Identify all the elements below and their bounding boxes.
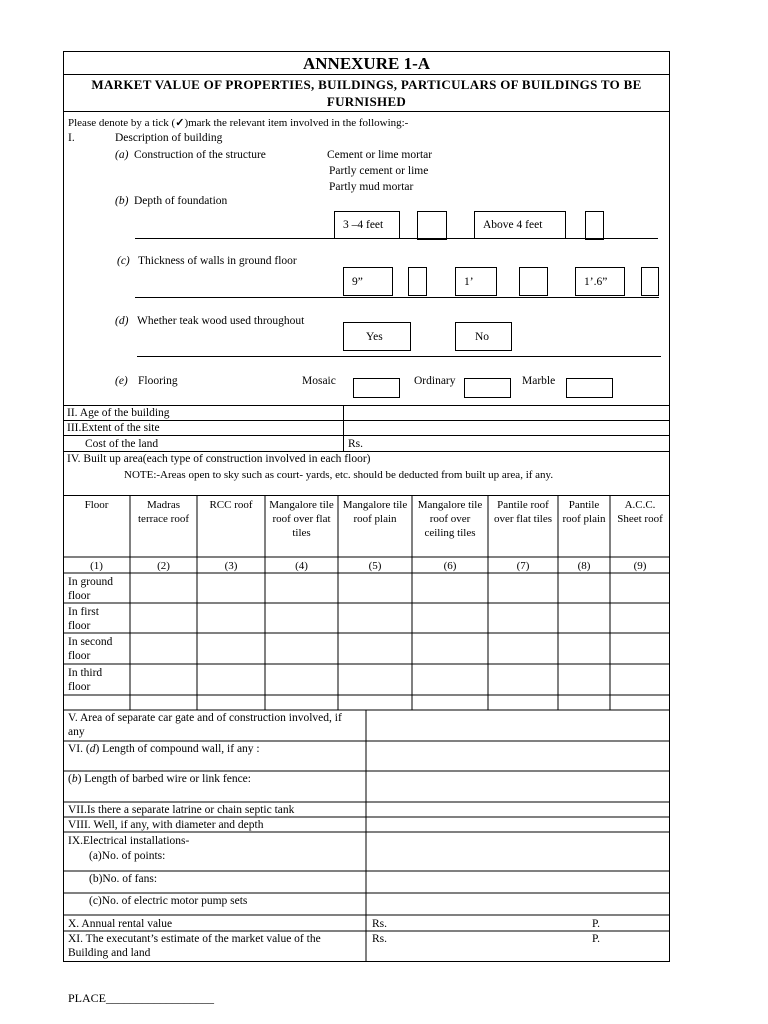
section-4-label: IV. Built up area(each type of construction involved in each floor) [67,453,371,465]
section-1-number: I. [68,132,75,144]
tick-box-3-4-feet[interactable] [417,211,447,240]
option-partly-mud-mortar[interactable]: Partly mud mortar [329,181,414,193]
tick-box-marble[interactable] [566,378,613,398]
item-b-label: Depth of foundation [134,195,228,207]
table-column-number: (2) [157,560,170,572]
section-1-label: Description of building [115,132,223,144]
table-column-number: (9) [633,560,647,572]
table-column-number: (8) [577,560,591,572]
item-a-label: Construction of the structure [134,149,266,161]
tick-box-1-foot-6[interactable] [641,267,659,296]
table-column-number: (6) [443,560,457,572]
section-9c-label: (c)No. of electric motor pump sets [89,895,248,907]
table-header-col-1: Floor [84,499,109,511]
section-6a-label: VI. (d) Length of compound wall, if any : [68,743,260,755]
table-column-number: (1) [90,560,103,572]
place-field[interactable]: PLACE__________________ [68,991,215,1005]
tick-icon: ✓ [175,117,185,129]
section-10-label: X. Annual rental value [68,918,173,930]
section-11-label: XI. The executant’s estimate of the market value of the Building and land [68,933,321,959]
item-e-letter: (e) [115,375,128,387]
tick-box-1-foot[interactable] [519,267,548,296]
market-value-rs: Rs. [372,933,388,945]
table-header-col-5: Mangalore tile roof plain [342,499,408,525]
table-floor-label: In ground floor [68,576,114,602]
table-header-col-4: Mangalore tile roof over flat tiles [269,499,334,539]
table-column-number: (7) [516,560,530,572]
section-7-label: VII.Is there a separate latrine or chain septic tank [68,804,295,816]
section-5-label: V. Area of separate car gate and of construction involved, if any [68,712,342,738]
option-marble: Marble [522,375,556,387]
table-header-col-2: Madras terrace roof [138,499,189,525]
option-1-foot-6[interactable]: 1’.6” [575,267,625,296]
table-column-number: (4) [295,560,308,572]
tick-box-ordinary[interactable] [464,378,511,398]
section-9b-label: (b)No. of fans: [89,873,158,885]
item-e-label: Flooring [138,375,178,387]
option-mosaic: Mosaic [302,375,336,387]
section-9a-label: (a)No. of points: [89,850,166,862]
item-b-letter: (b) [115,195,129,207]
annual-rental-rs: Rs. [372,918,388,930]
section-2-label: II. Age of the building [67,407,170,419]
tick-box-mosaic[interactable] [353,378,400,398]
table-header-col-9: A.C.C. Sheet roof [617,499,663,525]
table-floor-label: In first floor [68,606,99,632]
table-header-col-7: Pantile roof over flat tiles [493,499,553,525]
section-3-label: III.Extent of the site [67,422,160,434]
page-subtitle: MARKET VALUE OF PROPERTIES, BUILDINGS, PARTICULARS OF BUILDINGS TO BE FURNISHED [91,77,642,109]
option-ordinary: Ordinary [414,375,456,387]
table-floor-label: In second floor [68,636,113,662]
table-header-col-3: RCC roof [209,499,253,511]
table-header-col-6: Mangalore tile roof over ceiling tiles [417,499,483,539]
option-9-inch[interactable]: 9” [343,267,393,296]
option-yes[interactable]: Yes [343,322,411,351]
section-9-label: IX.Electrical installations- [68,835,190,847]
table-header-col-8: Pantile roof plain [562,499,606,525]
market-value-p: P. [592,933,600,945]
option-no[interactable]: No [455,322,512,351]
tick-box-9-inch[interactable] [408,267,427,296]
option-above-4-feet[interactable]: Above 4 feet [474,211,566,239]
annual-rental-p: P. [592,918,600,930]
cost-of-land-rs: Rs. [348,438,364,450]
item-d-letter: (d) [115,315,129,327]
item-c-label: Thickness of walls in ground floor [138,255,297,267]
tick-box-above-4-feet[interactable] [585,211,604,240]
table-column-number: (5) [368,560,382,572]
option-1-foot[interactable]: 1’ [455,267,497,296]
section-6b-label: (b) Length of barbed wire or link fence: [68,773,251,785]
option-partly-cement-lime[interactable]: Partly cement or lime [329,165,429,177]
item-c-letter: (c) [117,255,130,267]
option-3-4-feet[interactable]: 3 –4 feet [334,211,400,239]
table-column-number: (3) [224,560,238,572]
instruction-text: Please denote by a tick (✓)mark the relevant item involved in the following:- [68,117,409,129]
page-title: ANNEXURE 1-A [302,54,431,73]
age-of-building-field[interactable] [343,405,344,451]
item-a-letter: (a) [115,149,129,161]
section-8-label: VIII. Well, if any, with diameter and depth [68,819,264,831]
section-4-note: NOTE:-Areas open to sky such as court- yards, etc. should be deducted from built up area, if any. [124,469,554,481]
table-floor-label: In third floor [68,667,103,693]
item-d-label: Whether teak wood used throughout [137,315,305,327]
option-cement-lime-mortar[interactable]: Cement or lime mortar [327,149,433,161]
cost-of-land-label: Cost of the land [85,438,159,450]
